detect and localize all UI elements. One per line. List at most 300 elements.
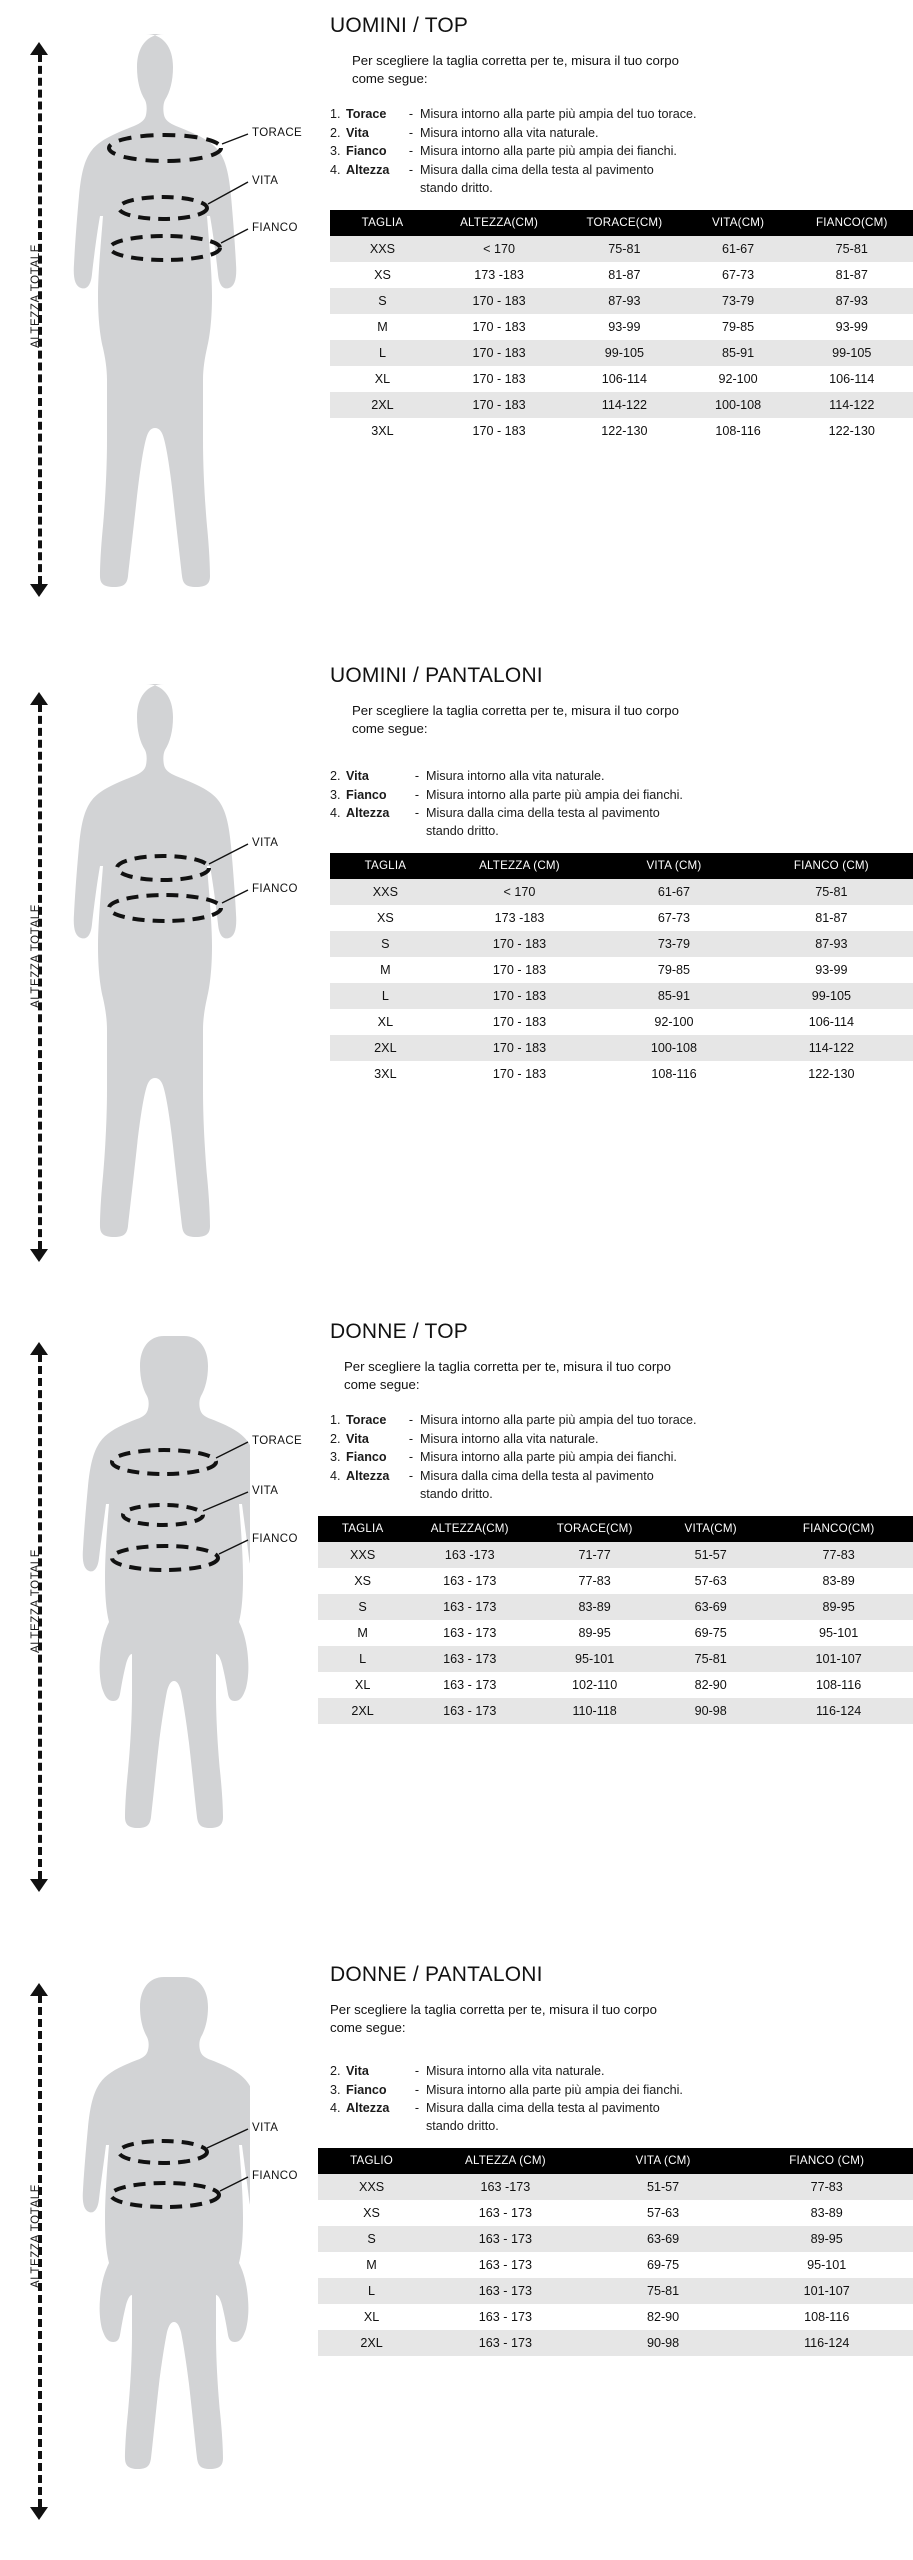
step-term: Fianco [346, 2082, 387, 2097]
callout-fianco: FIANCO [252, 2170, 298, 2182]
content-donne-top [318, 1320, 913, 1724]
cell-altezza: 163 - 173 [407, 1568, 532, 1594]
step-description: Misura intorno alla parte più ampia dei fianchi. [426, 2082, 683, 2097]
height-axis-label: ALTEZZA TOTALE [30, 243, 42, 349]
cell-fianco: 77-83 [764, 1542, 913, 1568]
table-row [318, 2226, 913, 2252]
cell-size: L [318, 2278, 425, 2304]
cell-fianco: 95-101 [764, 1620, 913, 1646]
measure-steps [330, 106, 913, 198]
cell-altezza: 170 - 183 [441, 1035, 598, 1061]
cell-altezza: 170 - 183 [435, 418, 563, 444]
cell-vita: 108-116 [686, 418, 791, 444]
lead-line-1: Per scegliere la taglia corretta per te, misura il tuo corpo [344, 1359, 671, 1374]
lead-line-1: Per scegliere la taglia corretta per te, misura il tuo corpo [352, 703, 679, 718]
table-row [318, 1542, 913, 1568]
cell-vita: 108-116 [598, 1061, 750, 1087]
cell-altezza: 163 - 173 [407, 1698, 532, 1724]
step-term: Vita [346, 2063, 369, 2078]
step-dash: - [414, 2082, 420, 2097]
table-row [330, 314, 913, 340]
step-description-line-2: stando dritto. [426, 824, 499, 839]
callout-leaders-uomini-top [0, 0, 330, 640]
step-description: Misura intorno alla vita naturale. [420, 125, 599, 140]
cell-altezza: 163 - 173 [425, 2226, 586, 2252]
cell-size: S [318, 2226, 425, 2252]
table-row [330, 905, 913, 931]
cell-altezza: 163 - 173 [425, 2252, 586, 2278]
height-axis-label: ALTEZZA TOTALE [30, 2183, 42, 2289]
table-row [330, 392, 913, 418]
table-header-row [318, 1516, 913, 1542]
column-header-vita: VITA (CM) [586, 2148, 741, 2174]
section-title: UOMINI / PANTALONI [330, 664, 543, 687]
step-torace [330, 1412, 913, 1430]
table-row [330, 931, 913, 957]
cell-vita: 79-85 [598, 957, 750, 983]
step-vita [330, 2063, 913, 2081]
cell-size: XL [330, 366, 435, 392]
cell-fianco: 75-81 [791, 236, 913, 262]
cell-size: XXS [330, 879, 441, 905]
cell-size: S [330, 288, 435, 314]
height-axis-label: ALTEZZA TOTALE [30, 1548, 42, 1654]
size-table-donne-top [318, 1516, 913, 1724]
cell-size: M [318, 1620, 407, 1646]
table-header [330, 210, 913, 236]
cell-vita: 85-91 [598, 983, 750, 1009]
cell-size: XS [318, 1568, 407, 1594]
step-vita [330, 768, 913, 786]
figure-column-donne-top [0, 1310, 330, 1930]
cell-torace: 89-95 [532, 1620, 657, 1646]
table-row [318, 1620, 913, 1646]
step-description-line-2: stando dritto. [420, 1487, 493, 1502]
table-row [318, 2200, 913, 2226]
lead-line-1: Per scegliere la taglia corretta per te, misura il tuo corpo [330, 2002, 657, 2017]
step-description-line-1: Misura dalla cima della testa al pavimento [420, 163, 654, 178]
table-row [330, 262, 913, 288]
cell-vita: 90-98 [586, 2330, 741, 2356]
column-header-vita: VITA(CM) [657, 1516, 764, 1542]
cell-altezza: 163 - 173 [407, 1646, 532, 1672]
table-row [330, 1061, 913, 1087]
cell-torace: 81-87 [563, 262, 685, 288]
cell-fianco: 75-81 [750, 879, 913, 905]
cell-altezza: 170 - 183 [435, 366, 563, 392]
cell-vita: 67-73 [686, 262, 791, 288]
cell-size: S [318, 1594, 407, 1620]
content-donne-pantaloni [318, 1963, 913, 2356]
table-header-row [330, 853, 913, 879]
section-donne-top [0, 1310, 913, 1930]
callout-torace: TORACE [252, 1435, 303, 1447]
cell-fianco: 122-130 [750, 1061, 913, 1087]
step-description [426, 805, 913, 841]
cell-altezza: 163 -173 [407, 1542, 532, 1568]
cell-fianco: 99-105 [791, 340, 913, 366]
step-term: Altezza [346, 806, 390, 821]
cell-size: XXS [318, 1542, 407, 1568]
content-uomini-pantaloni [330, 664, 913, 1087]
column-header-vita: VITA(CM) [686, 210, 791, 236]
size-table-donne-pantaloni [318, 2148, 913, 2356]
measure-steps [330, 2063, 913, 2137]
table-row [330, 983, 913, 1009]
step-vita [330, 1431, 913, 1449]
step-number: 3. [330, 787, 341, 802]
step-altezza [330, 805, 913, 841]
cell-vita: 90-98 [657, 1698, 764, 1724]
table-header [330, 853, 913, 879]
cell-altezza: 170 - 183 [441, 1009, 598, 1035]
column-header-fianco: FIANCO(CM) [764, 1516, 913, 1542]
cell-altezza: 163 - 173 [407, 1672, 532, 1698]
step-vita [330, 125, 913, 143]
cell-vita: 82-90 [586, 2304, 741, 2330]
step-number: 4. [330, 806, 341, 821]
cell-size: 2XL [330, 1035, 441, 1061]
cell-altezza: 163 - 173 [425, 2278, 586, 2304]
cell-torace: 110-118 [532, 1698, 657, 1724]
cell-torace: 106-114 [563, 366, 685, 392]
cell-torace: 93-99 [563, 314, 685, 340]
lead-line-2: come segue: [344, 1376, 420, 1392]
step-number: 2. [330, 768, 341, 783]
cell-altezza: 170 - 183 [435, 340, 563, 366]
table-row [330, 340, 913, 366]
step-number: 4. [330, 2101, 341, 2116]
step-description: Misura intorno alla parte più ampia del tuo torace. [420, 106, 697, 121]
cell-fianco: 101-107 [764, 1646, 913, 1672]
size-table-uomini-pantaloni [330, 853, 913, 1087]
table-row [330, 366, 913, 392]
cell-altezza: 163 -173 [425, 2174, 586, 2200]
step-description [420, 162, 913, 198]
cell-size: XL [318, 1672, 407, 1698]
table-row [330, 957, 913, 983]
step-description-line-1: Misura dalla cima della testa al pavimento [426, 2101, 660, 2116]
cell-vita: 75-81 [657, 1646, 764, 1672]
cell-size: XXS [318, 2174, 425, 2200]
cell-size: S [330, 931, 441, 957]
lead-line-2: come segue: [352, 720, 428, 736]
cell-fianco: 114-122 [750, 1035, 913, 1061]
cell-vita: 51-57 [657, 1542, 764, 1568]
cell-vita: 67-73 [598, 905, 750, 931]
cell-fianco: 89-95 [740, 2226, 913, 2252]
column-header-altezza: ALTEZZA(CM) [435, 210, 563, 236]
step-number: 3. [330, 1450, 341, 1465]
callout-vita: VITA [252, 837, 279, 849]
callout-leaders-donne-top [0, 1310, 330, 1930]
cell-altezza: 163 - 173 [425, 2304, 586, 2330]
step-altezza [330, 2100, 913, 2136]
cell-vita: 69-75 [657, 1620, 764, 1646]
size-table-uomini-top [330, 210, 913, 444]
cell-altezza: 170 - 183 [435, 314, 563, 340]
table-row [318, 1698, 913, 1724]
lead-line-1: Per scegliere la taglia corretta per te, misura il tuo corpo [352, 53, 679, 68]
cell-altezza: 170 - 183 [435, 392, 563, 418]
step-fianco [330, 2082, 913, 2100]
lead-paragraph [352, 52, 913, 88]
cell-altezza: < 170 [435, 236, 563, 262]
cell-size: 2XL [318, 2330, 425, 2356]
callout-fianco: FIANCO [252, 222, 298, 234]
section-uomini-top [0, 0, 913, 640]
step-term: Torace [346, 106, 387, 121]
step-dash: - [408, 106, 414, 121]
step-term: Vita [346, 1431, 369, 1446]
cell-vita: 51-57 [586, 2174, 741, 2200]
step-description: Misura intorno alla vita naturale. [426, 768, 605, 783]
step-dash: - [408, 163, 414, 178]
cell-vita: 69-75 [586, 2252, 741, 2278]
cell-size: L [330, 983, 441, 1009]
callout-leaders-uomini-pantaloni [0, 650, 330, 1300]
section-donne-pantaloni [0, 1945, 913, 2560]
step-term: Altezza [346, 163, 390, 178]
cell-fianco: 116-124 [764, 1698, 913, 1724]
section-title: DONNE / TOP [330, 1320, 468, 1343]
cell-fianco: 122-130 [791, 418, 913, 444]
cell-torace: 71-77 [532, 1542, 657, 1568]
section-uomini-pantaloni [0, 650, 913, 1300]
table-row [318, 2278, 913, 2304]
cell-altezza: 170 - 183 [441, 957, 598, 983]
table-row [318, 1646, 913, 1672]
cell-fianco: 106-114 [750, 1009, 913, 1035]
step-number: 4. [330, 163, 341, 178]
cell-fianco: 108-116 [764, 1672, 913, 1698]
table-row [330, 1035, 913, 1061]
step-number: 1. [330, 1412, 341, 1427]
cell-size: L [318, 1646, 407, 1672]
table-row [318, 2174, 913, 2200]
lead-line-2: come segue: [330, 2019, 406, 2035]
cell-torace: 102-110 [532, 1672, 657, 1698]
table-body [330, 236, 913, 444]
column-header-torace: TORACE(CM) [532, 1516, 657, 1542]
column-header-altezza: ALTEZZA(CM) [407, 1516, 532, 1542]
cell-fianco: 81-87 [750, 905, 913, 931]
cell-size: XXS [330, 236, 435, 262]
cell-fianco: 99-105 [750, 983, 913, 1009]
lead-paragraph [330, 2001, 913, 2037]
measure-steps [330, 768, 913, 842]
step-description [426, 2100, 913, 2136]
cell-vita: 63-69 [586, 2226, 741, 2252]
cell-vita: 73-79 [686, 288, 791, 314]
step-dash: - [408, 1431, 414, 1446]
step-altezza [330, 162, 913, 198]
cell-vita: 73-79 [598, 931, 750, 957]
cell-size: L [330, 340, 435, 366]
column-header-taglia: TAGLIA [330, 853, 441, 879]
column-header-altezza: ALTEZZA (CM) [425, 2148, 586, 2174]
column-header-altezza: ALTEZZA (CM) [441, 853, 598, 879]
step-term: Fianco [346, 144, 387, 159]
step-description: Misura intorno alla parte più ampia dei fianchi. [420, 144, 677, 159]
cell-fianco: 106-114 [791, 366, 913, 392]
step-term: Torace [346, 1412, 387, 1427]
step-description [420, 1468, 913, 1504]
cell-torace: 122-130 [563, 418, 685, 444]
cell-torace: 99-105 [563, 340, 685, 366]
cell-altezza: 163 - 173 [425, 2330, 586, 2356]
table-row [318, 2330, 913, 2356]
column-header-vita: VITA (CM) [598, 853, 750, 879]
step-description: Misura intorno alla parte più ampia dei fianchi. [426, 787, 683, 802]
step-dash: - [408, 1412, 414, 1427]
callout-torace: TORACE [252, 127, 303, 139]
step-term: Vita [346, 768, 369, 783]
cell-vita: 100-108 [598, 1035, 750, 1061]
callout-fianco: FIANCO [252, 1533, 298, 1545]
step-description-line-2: stando dritto. [426, 2119, 499, 2134]
callout-vita: VITA [252, 175, 279, 187]
step-dash: - [408, 1469, 414, 1484]
table-row [318, 2304, 913, 2330]
cell-size: XL [330, 1009, 441, 1035]
step-fianco [330, 1449, 913, 1467]
table-body [330, 879, 913, 1087]
cell-fianco: 83-89 [740, 2200, 913, 2226]
height-axis-label: ALTEZZA TOTALE [30, 903, 42, 1009]
step-description-line-2: stando dritto. [420, 181, 493, 196]
table-row [330, 1009, 913, 1035]
figure-column-uomini-top [0, 0, 330, 640]
step-dash: - [414, 768, 420, 783]
cell-fianco: 83-89 [764, 1568, 913, 1594]
cell-torace: 77-83 [532, 1568, 657, 1594]
section-title: DONNE / PANTALONI [330, 1963, 543, 1986]
cell-vita: 92-100 [598, 1009, 750, 1035]
cell-size: 2XL [330, 392, 435, 418]
callout-vita: VITA [252, 1485, 279, 1497]
step-fianco [330, 787, 913, 805]
step-term: Altezza [346, 1469, 390, 1484]
step-dash: - [414, 787, 420, 802]
cell-fianco: 93-99 [791, 314, 913, 340]
step-description-line-1: Misura dalla cima della testa al pavimento [426, 806, 660, 821]
lead-paragraph [344, 1358, 913, 1394]
cell-altezza: 173 -183 [441, 905, 598, 931]
step-description: Misura intorno alla parte più ampia dei fianchi. [420, 1450, 677, 1465]
cell-vita: 63-69 [657, 1594, 764, 1620]
table-row [318, 1594, 913, 1620]
cell-size: M [330, 957, 441, 983]
cell-torace: 87-93 [563, 288, 685, 314]
step-dash: - [414, 806, 420, 821]
table-header-row [330, 210, 913, 236]
cell-fianco: 81-87 [791, 262, 913, 288]
table-header-row [318, 2148, 913, 2174]
figure-column-uomini-pantaloni [0, 650, 330, 1300]
step-number: 2. [330, 1431, 341, 1446]
step-dash: - [414, 2063, 420, 2078]
column-header-torace: TORACE(CM) [563, 210, 685, 236]
cell-fianco: 95-101 [740, 2252, 913, 2278]
cell-torace: 75-81 [563, 236, 685, 262]
step-number: 3. [330, 2082, 341, 2097]
table-row [318, 1568, 913, 1594]
step-torace [330, 106, 913, 124]
step-description: Misura intorno alla vita naturale. [426, 2063, 605, 2078]
section-title: UOMINI / TOP [330, 14, 469, 37]
callout-leaders-donne-pantaloni [0, 1945, 330, 2560]
cell-torace: 83-89 [532, 1594, 657, 1620]
column-header-fianco: FIANCO (CM) [740, 2148, 913, 2174]
step-dash: - [408, 125, 414, 140]
table-row [330, 236, 913, 262]
cell-size: 2XL [318, 1698, 407, 1724]
cell-fianco: 89-95 [764, 1594, 913, 1620]
cell-vita: 82-90 [657, 1672, 764, 1698]
table-row [330, 879, 913, 905]
step-term: Fianco [346, 1450, 387, 1465]
table-row [330, 288, 913, 314]
cell-fianco: 114-122 [791, 392, 913, 418]
cell-size: M [318, 2252, 425, 2278]
cell-fianco: 108-116 [740, 2304, 913, 2330]
step-dash: - [414, 2101, 420, 2116]
cell-vita: 85-91 [686, 340, 791, 366]
cell-altezza: 163 - 173 [425, 2200, 586, 2226]
cell-altezza: 170 - 183 [441, 983, 598, 1009]
cell-size: 3XL [330, 1061, 441, 1087]
step-dash: - [408, 1450, 414, 1465]
cell-altezza: 170 - 183 [435, 288, 563, 314]
figure-column-donne-pantaloni [0, 1945, 330, 2560]
cell-altezza: 170 - 183 [441, 931, 598, 957]
cell-size: XS [330, 262, 435, 288]
cell-vita: 79-85 [686, 314, 791, 340]
table-header [318, 1516, 913, 1542]
callout-vita: VITA [252, 2122, 279, 2134]
cell-altezza: 163 - 173 [407, 1594, 532, 1620]
step-number: 2. [330, 125, 341, 140]
step-number: 1. [330, 106, 341, 121]
cell-vita: 57-63 [586, 2200, 741, 2226]
cell-fianco: 101-107 [740, 2278, 913, 2304]
cell-altezza: < 170 [441, 879, 598, 905]
table-body [318, 1542, 913, 1724]
table-row [318, 1672, 913, 1698]
lead-paragraph [352, 702, 913, 738]
table-row [318, 2252, 913, 2278]
content-uomini-top [330, 14, 913, 444]
column-header-taglia: TAGLIA [330, 210, 435, 236]
step-term: Fianco [346, 787, 387, 802]
cell-fianco: 93-99 [750, 957, 913, 983]
lead-line-2: come segue: [352, 70, 428, 86]
cell-fianco: 116-124 [740, 2330, 913, 2356]
cell-fianco: 87-93 [750, 931, 913, 957]
step-description: Misura intorno alla vita naturale. [420, 1431, 599, 1446]
cell-vita: 57-63 [657, 1568, 764, 1594]
step-number: 3. [330, 144, 341, 159]
step-term: Altezza [346, 2101, 390, 2116]
cell-vita: 75-81 [586, 2278, 741, 2304]
cell-torace: 95-101 [532, 1646, 657, 1672]
cell-vita: 61-67 [686, 236, 791, 262]
step-dash: - [408, 144, 414, 159]
cell-vita: 92-100 [686, 366, 791, 392]
cell-size: XS [318, 2200, 425, 2226]
cell-vita: 100-108 [686, 392, 791, 418]
